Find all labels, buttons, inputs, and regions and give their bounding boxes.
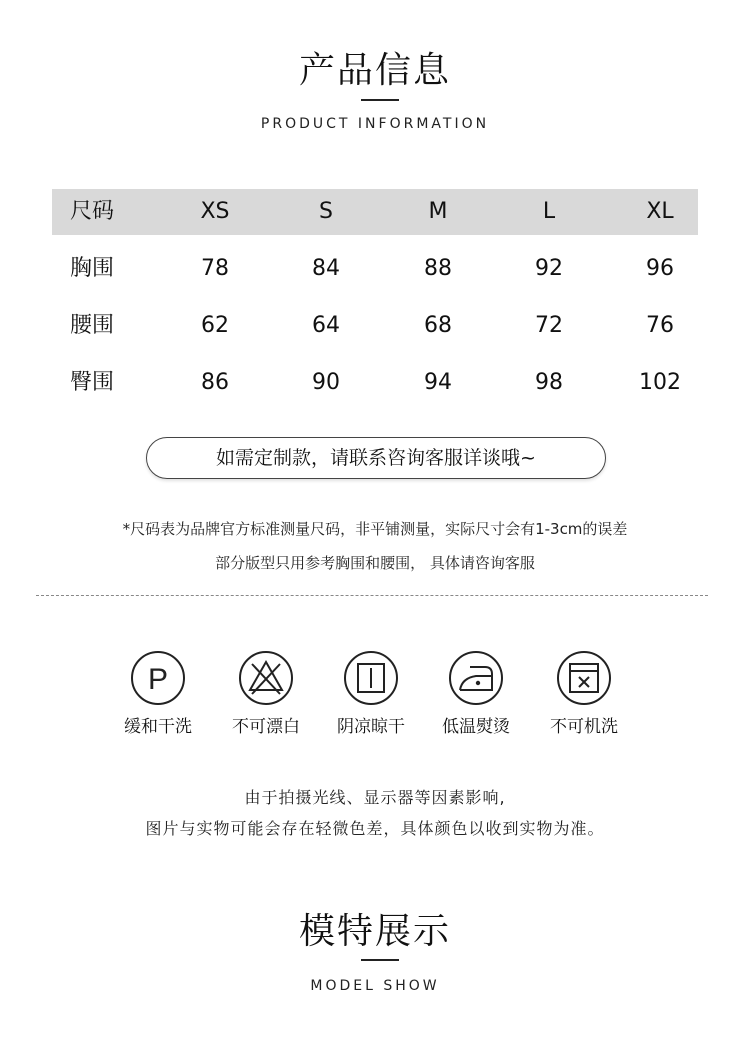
product-info-subtitle: PRODUCT INFORMATION xyxy=(260,116,490,132)
care-item-line-dry xyxy=(316,650,426,737)
custom-order-notice: 如需定制款，请联系咨询客服详谈哦~ xyxy=(146,437,606,479)
svg-text:P: P xyxy=(147,663,169,696)
size-table xyxy=(52,189,698,417)
size-note-line-1: *尺码表为品牌官方标准测量尺码，非平铺测量，实际尺寸会有1-3cm的误差 xyxy=(122,520,628,538)
header-cell-xl: XL xyxy=(646,199,674,224)
header-cell-s: S xyxy=(319,199,333,224)
table-cell: 96 xyxy=(646,256,674,281)
table-row xyxy=(52,303,698,349)
care-label: 阴凉晾干 xyxy=(337,717,405,737)
row-label-chest: 胸围 xyxy=(70,256,115,281)
product-info-title: 产品信息 xyxy=(298,50,451,91)
table-cell: 86 xyxy=(201,370,229,395)
table-cell: 90 xyxy=(312,370,340,395)
care-label: 不可漂白 xyxy=(232,717,300,737)
care-label: 缓和干洗 xyxy=(124,717,192,737)
no-machine-wash-icon xyxy=(556,650,612,706)
color-disclaimer-line-1: 由于拍摄光线、显示器等因素影响, xyxy=(244,788,506,807)
row-label-hip: 臀围 xyxy=(70,370,115,395)
table-cell: 64 xyxy=(312,313,340,338)
care-label: 低温熨烫 xyxy=(442,717,510,737)
model-show-title: 模特展示 xyxy=(298,911,451,952)
size-table-header xyxy=(52,189,698,235)
line-dry-shade-icon xyxy=(343,650,399,706)
header-cell-xs: XS xyxy=(200,199,230,224)
table-cell: 62 xyxy=(201,313,229,338)
iron-low-icon xyxy=(448,650,504,706)
table-cell: 92 xyxy=(535,256,563,281)
table-cell: 88 xyxy=(424,256,452,281)
table-cell: 84 xyxy=(312,256,340,281)
table-cell: 94 xyxy=(424,370,452,395)
color-disclaimer-line-2: 图片与实物可能会存在轻微色差，具体颜色以收到实物为准。 xyxy=(145,819,605,838)
model-show-subtitle: MODEL SHOW xyxy=(310,978,440,994)
no-bleach-icon xyxy=(238,650,294,706)
table-row xyxy=(52,360,698,406)
title-divider xyxy=(361,959,399,961)
table-cell: 98 xyxy=(535,370,563,395)
dry-clean-p-icon xyxy=(130,650,186,706)
table-cell: 76 xyxy=(646,313,674,338)
table-cell: 102 xyxy=(639,370,681,395)
header-cell-l: L xyxy=(542,199,556,224)
header-cell-m: M xyxy=(428,199,448,224)
care-item-no-bleach xyxy=(211,650,321,737)
care-item-iron-low xyxy=(421,650,531,737)
section-divider xyxy=(36,595,708,596)
header-cell-size: 尺码 xyxy=(70,199,115,224)
table-cell: 78 xyxy=(201,256,229,281)
care-label: 不可机洗 xyxy=(550,717,618,737)
care-item-no-machine-wash xyxy=(529,650,639,737)
table-cell: 72 xyxy=(535,313,563,338)
table-row xyxy=(52,246,698,292)
care-item-dry-clean xyxy=(103,650,213,737)
size-note-line-2: 部分版型只用参考胸围和腰围， 具体请咨询客服 xyxy=(215,554,535,572)
row-label-waist: 腰围 xyxy=(70,313,115,338)
table-cell: 68 xyxy=(424,313,452,338)
title-divider xyxy=(361,99,399,101)
